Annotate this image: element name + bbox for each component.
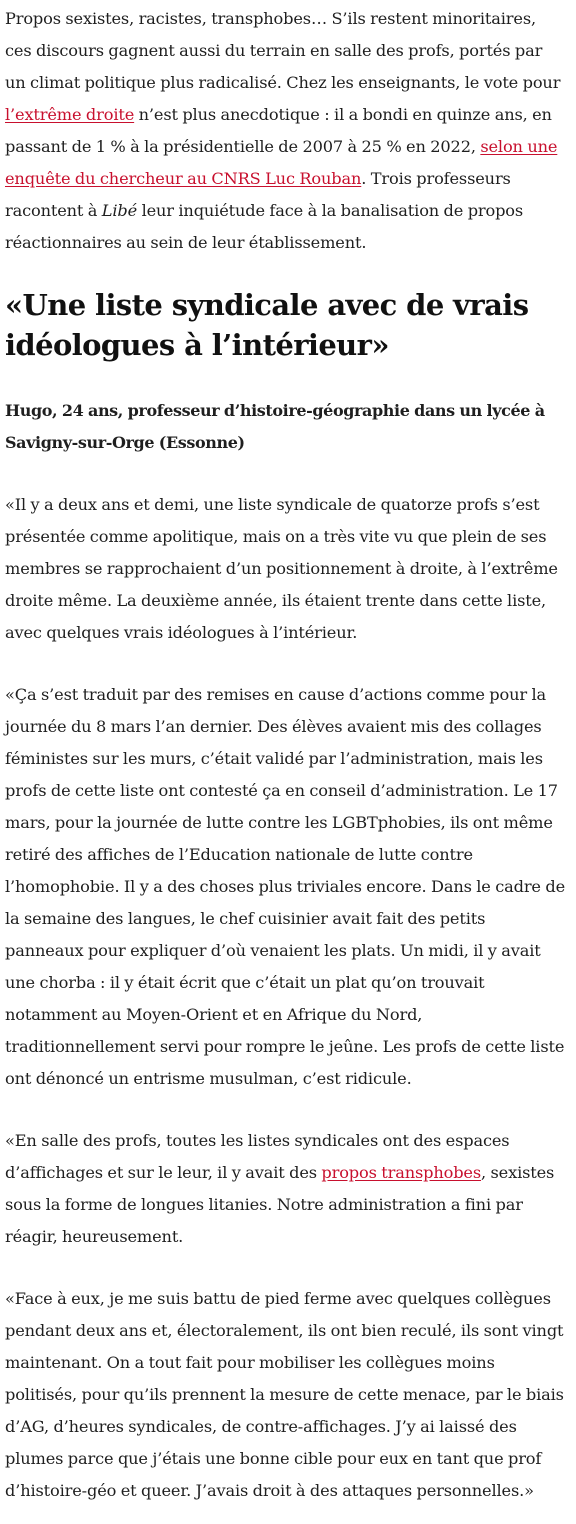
intro-text-3: . Trois professeurs racontent à — [5, 169, 511, 220]
paragraph3-text-1: «En salle des profs, toutes les listes syndicales ont des espaces d’affichages et sur le leur, il y avait des — [5, 1131, 510, 1182]
intro-libe-italic: Libé — [101, 201, 138, 220]
intro-paragraph — [5, 0, 566, 259]
intro-text-1: Propos sexistes, racistes, transphobes… S’ils restent minoritaires, ces discours gagnent aussi du terrain en salle des profs, portés par un climat politique plus radicalisé. Chez les enseignants, le vote pour — [5, 9, 561, 92]
link-enquete-rouban[interactable]: selon une enquête du chercheur au CNRS Luc Rouban — [5, 137, 558, 188]
section-heading: «Une liste syndicale avec de vrais idéologues à l’intérieur» — [5, 288, 529, 362]
intro-text-4: leur inquiétude face à la banalisation de propos réactionnaires au sein de leur établissement. — [5, 201, 524, 252]
link-extreme-droite[interactable]: l’extrême droite — [5, 105, 135, 124]
quote-paragraph-3 — [5, 1125, 566, 1253]
intro-text-2: n’est plus anecdotique : il a bondi en quinze ans, en passant de 1 % à la présidentielle de 2007 à 25 % en 2022, — [5, 105, 552, 156]
paragraph3-text-2: , sexistes sous la forme de longues litanies. Notre administration a fini par réagir, heureusement. — [5, 1163, 555, 1246]
quote-paragraph-4: «Face à eux, je me suis battu de pied ferme avec quelques collègues pendant deux ans et, électoralement, ils ont bien reculé, ils sont vingt maintenant. On a tout fait pour mobiliser les collègues moins politisés, pour qu’ils prennent la mesure de cette menace, par le biais d’AG, d’heures syndicales, de contre-affichages. J’y ai laissé des plumes parce que j’étais une bonne cible pour eux en tant que prof d’histoire-géo et queer. J’avais droit à des attaques personnelles.» — [5, 1289, 564, 1500]
quote-paragraph-1: «Il y a deux ans et demi, une liste syndicale de quatorze profs s’est présentée comme apolitique, mais on a très vite vu que plein de ses membres se rapprochaient d’un positionnement à droite, à l’extrême droite même. La deuxième année, ils étaient trente dans cette liste, avec quelques vrais idéologues à l’intérieur. — [5, 495, 558, 642]
byline: Hugo, 24 ans, professeur d’histoire-géographie dans un lycée à Savigny-sur-Orge (Essonne) — [5, 401, 545, 452]
quote-paragraph-2: «Ça s’est traduit par des remises en cause d’actions comme pour la journée du 8 mars l’an dernier. Des élèves avaient mis des collages féministes sur les murs, c’était validé par l’administration, mais les profs de cette liste ont contesté ça en conseil d’administration. Le 17 mars, pour la journée de lutte contre les LGBTphobies, ils ont même retiré des affiches de l’Education nationale de lutte contre l’homophobie. Il y a des choses plus triviales encore. Dans le cadre de la semaine des langues, le chef cuisinier avait fait des petits panneaux pour expliquer d’où venaient les plats. Un midi, il y avait une chorba : il y était écrit que c’était un plat qu’on trouvait notamment au Moyen-Orient et en Afrique du Nord, traditionnellement servi pour rompre le jeûne. Les profs de cette liste ont dénoncé un entrisme musulman, c’est ridicule. — [5, 685, 565, 1088]
link-propos-transphobes[interactable]: propos transphobes — [321, 1163, 482, 1182]
